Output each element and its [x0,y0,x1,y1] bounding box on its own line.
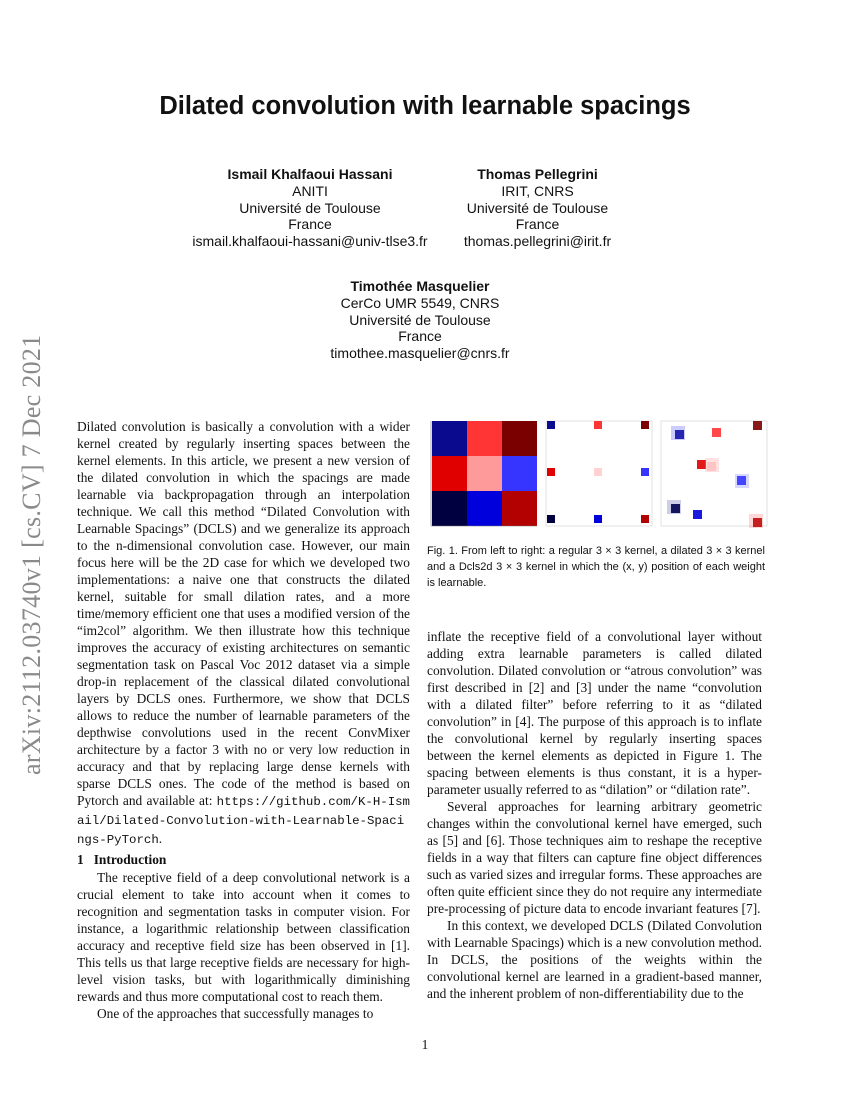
author-block [270,278,570,362]
kernel-weight-cell [594,421,602,429]
kernel-weight-cell [712,428,721,437]
kernel-weight-cell [753,421,762,430]
dilated-kernel-panel [542,418,654,528]
figure-caption: Fig. 1. From left to right: a regular 3 × 3 kernel, a dilated 3 × 3 kernel and a Dcls2d 3 × 3 kernel in which the (x, y) position of each weight is learnable. [427,545,765,589]
arxiv-identifier-stamp: arXiv:2112.03740v1 [cs.CV] 7 Dec 2021 [17,334,46,775]
right-column [427,628,762,1002]
paper-title: Dilated convolution with learnable spacings [159,92,691,120]
code-repository-link[interactable]: https://github.com/K-H-Ismail/Dilated-Convolution-with-Learnable-Spacings-PyTorch [77,795,410,847]
paragraph: The receptive field of a deep convolutional network is a crucial element to take into account when it comes to recognition and segmentation tasks in computer vision. For instance, a logarithmic relationship between classification accuracy and receptive field size has been observed in [1]. This tells us that large receptive fields are necessary for high-level vision tasks, but with logarithmically diminishing rewards and thus more computational cost to reach them. [77,870,410,1004]
author-country: France [288,216,332,233]
kernel-weight-cell [641,515,649,523]
page-number: 1 [421,1037,429,1052]
paragraph: In this context, we developed DCLS (Dilated Convolution with Learnable Spacings) which is a new convolution method. In DCLS, the positions of the weights within the convolutional kernel are learned in a gradient-based manner, and the inherent problem of non-differentiability due to the [427,918,762,1001]
paragraph: Several approaches for learning arbitrary geometric changes within the convolutional kernel have emerged, such as [5] and [6]. Those techniques aim to reshape the receptive fields in a way that filters can capture fine object differences such as varied sizes and irregular forms. These approaches are often quite efficient since they do not require any intermediate pre-processing of picture data to encode invariant features [7]. [427,799,762,916]
kernel-weight-cell [432,456,467,491]
kernel-interpolation-halo [735,474,749,488]
author-affiliation: Université de Toulouse [466,199,609,216]
kernel-weight-cell [547,421,555,429]
kernel-interpolation-halo [705,458,719,472]
kernel-weight-cell [467,421,502,456]
kernel-weight-cell [467,491,502,526]
regular-kernel-panel [427,418,539,528]
kernel-weight-cell [547,468,555,476]
author-name: Timothée Masquelier [350,278,490,294]
figure-1 [427,418,767,530]
kernel-weight-cell [641,468,649,476]
kernel-weight-cell [594,468,602,476]
kernel-weight-cell [641,421,649,429]
kernel-weight-cell [432,421,467,456]
author-affiliation: Université de Toulouse [239,199,381,216]
kernel-weight-cell [467,456,502,491]
author-affiliation: Université de Toulouse [349,311,491,328]
kernel-weight-cell [502,491,537,526]
author-affiliation: CerCo UMR 5549, CNRS [340,294,500,311]
author-country: France [398,328,442,345]
kernel-weight-cell [432,491,467,526]
author-email: ismail.khalfaoui-hassani@univ-tlse3.fr [192,233,428,250]
kernel-interpolation-halo [749,514,763,528]
kernel-interpolation-halo [671,426,685,440]
kernel-weight-cell [502,421,537,456]
section-heading [77,851,410,868]
kernel-weight-cell [547,515,555,523]
abstract-text: Dilated convolution is basically a convolution with a wider kernel created by regularly inserting spaces between the kernel elements. In this article, we present a new version of the dilated convolution in which the spacings are made learnable via backpropagation through an interpolation technique. We call this method “Dilated Convolution with Learnable Spacings” (DCLS) and we generalize its approach to the n-dimensional convolution case. However, our main focus here will be the 2D case for which we developed two implementations: a naive one that constructs the dilated kernel, suitable for small dilation rates, and a more time/memory efficient one that uses a modified version of the “im2col” algorithm. We then illustrate how this technique improves the accuracy of existing architectures on semantic segmentation task on Pascal Voc 2012 dataset via a simple drop-in replacement of the classical dilated convolutional layers by DCLS ones. Furthermore, we show that DCLS allows to reduce the number of learnable parameters of the depthwise convolutions used in the recent ConvMixer architecture by a factor 3 with no or very low reduction in accuracy and that by replacing large dense kernels with sparse DCLS ones. The code of the method is based on Pytorch and available at: [77,419,410,808]
author-block [430,166,645,250]
kernel-interpolation-halo [667,500,681,514]
introduction-section [77,851,410,1022]
author-affiliation: IRIT, CNRS [501,182,574,199]
section-number: 1 [77,852,84,867]
paragraph: One of the approaches that successfully manages to [97,1006,374,1021]
author-affiliation: ANITI [292,182,328,199]
kernel-weight-cell [693,510,702,519]
dcls-kernel-panel [657,418,769,528]
author-name: Thomas Pellegrini [477,166,598,182]
kernel-weight-cell [594,515,602,523]
section-title: Introduction [93,852,167,867]
author-country: France [515,216,560,233]
abstract: Dilated convolution is basically a convolution with a wider kernel created by regularly inserting spaces between the kernel elements. In this article, we present a new version of the dilated convolution in which the spacings are made learnable via backpropagation through an interpolation technique. We call this method “Dilated Convolution with Learnable Spacings” (DCLS) and we generalize its approach to the n-dimensional convolution case. However, our main focus here will be the 2D case for which we developed two implementations: a naive one that constructs the dilated kernel, suitable for small dilation rates, and a more time/memory efficient one that uses a modified version of the “im2col” algorithm. We then illustrate how this technique improves the accuracy of existing architectures on semantic segmentation task on Pascal Voc 2012 dataset via a simple drop-in replacement of the classical dilated convolutional layers by DCLS ones. Furthermore, we show that DCLS allows to reduce the number of learnable parameters of the depthwise convolutions used in the recent ConvMixer architecture by a factor 3 with no or very low reduction in accuracy and that by replacing large dense kernels with sparse DCLS ones. The code of the method is based on Pytorch and available at: https://github.com/K-H-Ismail/Dilated-Convolution-with-Learnable-Spacings-PyTorch. [77,419,410,847]
kernel-weight-cell [502,456,537,491]
author-email: thomas.pellegrini@irit.fr [463,233,612,250]
author-block [160,166,460,250]
author-name: Ismail Khalfaoui Hassani [227,166,393,182]
kernel-weight-cell [697,460,706,469]
author-email: timothee.masquelier@cnrs.fr [330,345,510,362]
paragraph: inflate the receptive field of a convolutional layer without adding extra learnable parameters is called dilated convolution. Dilated convolution or “atrous convolution” was first described in [2] and [3] under the name “convolution with a dilated filter” before referring to it as “dilated convolution” in [4]. The purpose of this approach is to inflate the convolutional kernel by regularly inserting spaces between the kernel elements as depicted in Figure 1. The spacing between elements is thus constant, it is a hyper-parameter usually referred to as “dilation” or “dilation rate”. [427,629,762,797]
